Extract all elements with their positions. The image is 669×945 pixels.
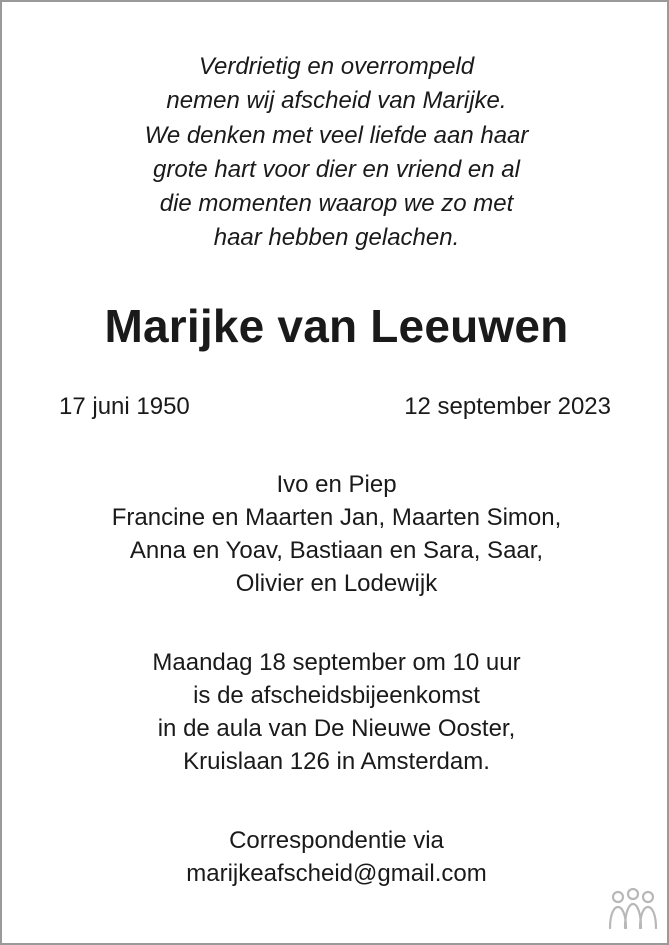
people-group-icon: [606, 888, 660, 932]
family-line: Anna en Yoav, Bastiaan en Sara, Saar,: [129, 537, 544, 564]
poem-line: nemen wij afscheid van Marijke.: [166, 87, 507, 115]
family-line: Francine en Maarten Jan, Maarten Simon,: [111, 504, 562, 531]
ceremony-line: is de afscheidsbijeenkomst: [193, 682, 480, 709]
birth-date: 17 juni 1950: [59, 393, 190, 420]
death-date: 12 september 2023: [404, 393, 611, 420]
ceremony-line: Maandag 18 september om 10 uur: [152, 649, 521, 676]
ceremony-line: in de aula van De Nieuwe Ooster,: [157, 715, 516, 742]
poem-line: die momenten waarop we zo met: [159, 190, 514, 218]
contact-info: [2, 824, 669, 890]
contact-label: Correspondentie via: [229, 827, 444, 854]
ceremony-details: [2, 646, 669, 778]
poem-line: We denken met veel liefde aan haar: [144, 121, 529, 149]
family-line: Olivier en Lodewijk: [235, 570, 438, 597]
deceased-name: Marijke van Leeuwen: [104, 300, 569, 352]
poem-line: grote hart voor dier en vriend en al: [153, 155, 520, 183]
ceremony-line: Kruislaan 126 in Amsterdam.: [183, 748, 490, 775]
poem-line: haar hebben gelachen.: [213, 224, 460, 252]
contact-email[interactable]: marijkeafscheid@gmail.com: [186, 860, 487, 887]
family-line: Ivo en Piep: [276, 471, 397, 498]
poem-text: [2, 50, 669, 256]
family-names: [2, 468, 669, 600]
poem-line: Verdrietig en overrompeld: [198, 53, 475, 80]
